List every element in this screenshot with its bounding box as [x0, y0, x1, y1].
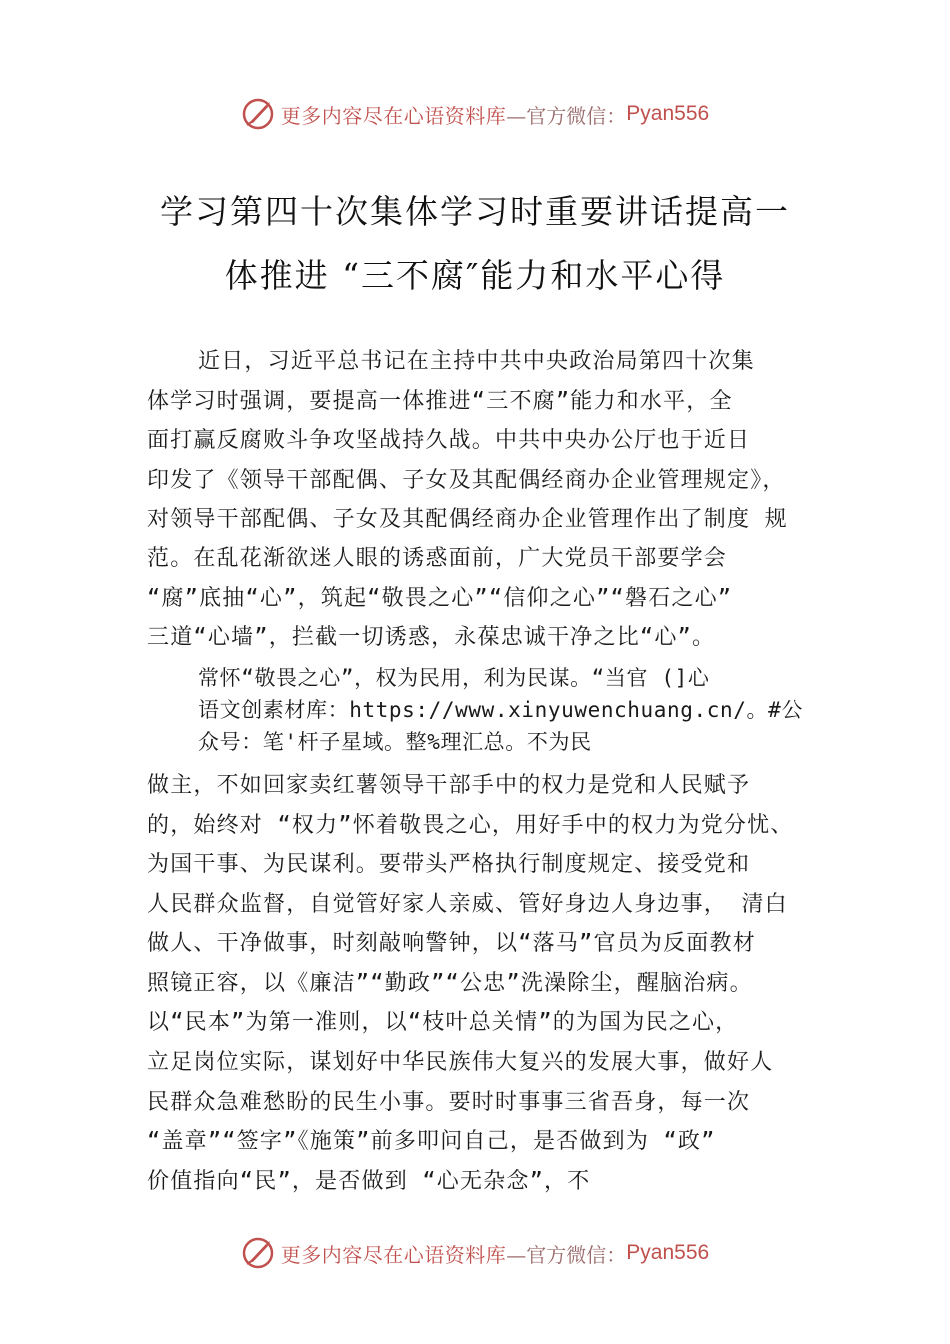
body-line: 对领导干部配偶、子女及其配偶经商办企业管理作出了制度 规	[147, 507, 788, 532]
body-line: 照镜正容，以《廉洁”“勤政”“公忠”洗澡除尘，醒脑治病。	[147, 971, 753, 996]
body-line: 常怀“敬畏之心”，权为民用，利为民谋。“当官 (]心	[198, 666, 710, 690]
body-line: 语文创素材库：https://www.xinyuwenchuang.cn/。#公	[198, 698, 803, 722]
body-line: 范。在乱花渐欲迷人眼的诱惑面前，广大党员干部要学会	[147, 546, 728, 571]
body-line: 立足岗位实际，谋划好中华民族伟大复兴的发展大事，做好人	[147, 1050, 774, 1075]
document-title-line-1: 学习第四十次集体学习时重要讲话提高一	[160, 192, 790, 231]
quill-logo-icon	[241, 97, 275, 131]
watermark-text: 更多内容尽在心语资料库	[280, 1242, 507, 1267]
header-watermark	[0, 94, 950, 134]
watermark-separator: —官方微信：	[506, 1242, 627, 1267]
watermark-separator: —官方微信：	[506, 103, 627, 128]
body-line: 的，始终对 “权力”怀着敬畏之心，用好手中的权力为党分忧、	[147, 813, 794, 838]
body-line: 三道“心墙”，拦截一切诱惑，永葆忠诚干净之比“心”。	[147, 625, 716, 650]
body-line: “腐”底抽“心”，筑起“敬畏之心”“信仰之心”“磐石之心”	[147, 586, 733, 611]
body-line: 近日，习近平总书记在主持中共中央政治局第四十次集	[198, 349, 755, 374]
body-line: 体学习时强调，要提高一体推进“三不腐”能力和水平，全	[147, 389, 733, 414]
body-line: 人民群众监督，自觉管好家人亲威、管好身边人身边事， 清白	[147, 892, 788, 917]
footer-watermark	[0, 1233, 950, 1273]
body-line: 做主，不如回家卖红薯领导干部手中的权力是党和人民赋予	[147, 773, 751, 798]
body-line: 做人、干净做事，时刻敲响警钟，以“落马”官员为反面教材	[147, 931, 756, 956]
body-line: 面打赢反腐败斗争攻坚战持久战。中共中央办公厅也于近日	[147, 428, 751, 453]
body-line: 众号：笔'杆子星域。整%理汇总。不为民	[198, 730, 592, 754]
body-line: 民群众急难愁盼的民生小事。要时时事事三省吾身，每一次	[147, 1090, 751, 1115]
watermark-text: 更多内容尽在心语资料库	[280, 103, 507, 128]
body-line: “盖章”“签字”《施策”前多叩问自己，是否做到为 “政”	[147, 1129, 716, 1154]
body-line: 价值指向“民”，是否做到 “心无杂念”，不	[147, 1169, 591, 1194]
document-title-line-2: 体推进 “三不腐″能力和水平心得	[224, 256, 726, 295]
body-line: 印发了《领导干部配偶、子女及其配偶经商办企业管理规定》，	[147, 468, 786, 493]
watermark-id: Pyan556	[626, 1241, 710, 1264]
quill-logo-icon	[241, 1236, 275, 1270]
watermark-id: Pyan556	[626, 102, 710, 125]
body-line: 为国干事、为民谋利。要带头严格执行制度规定、接受党和	[147, 852, 751, 877]
body-line: 以“民本”为第一准则，以“枝叶总关情”的为国为民之心，	[147, 1010, 739, 1035]
